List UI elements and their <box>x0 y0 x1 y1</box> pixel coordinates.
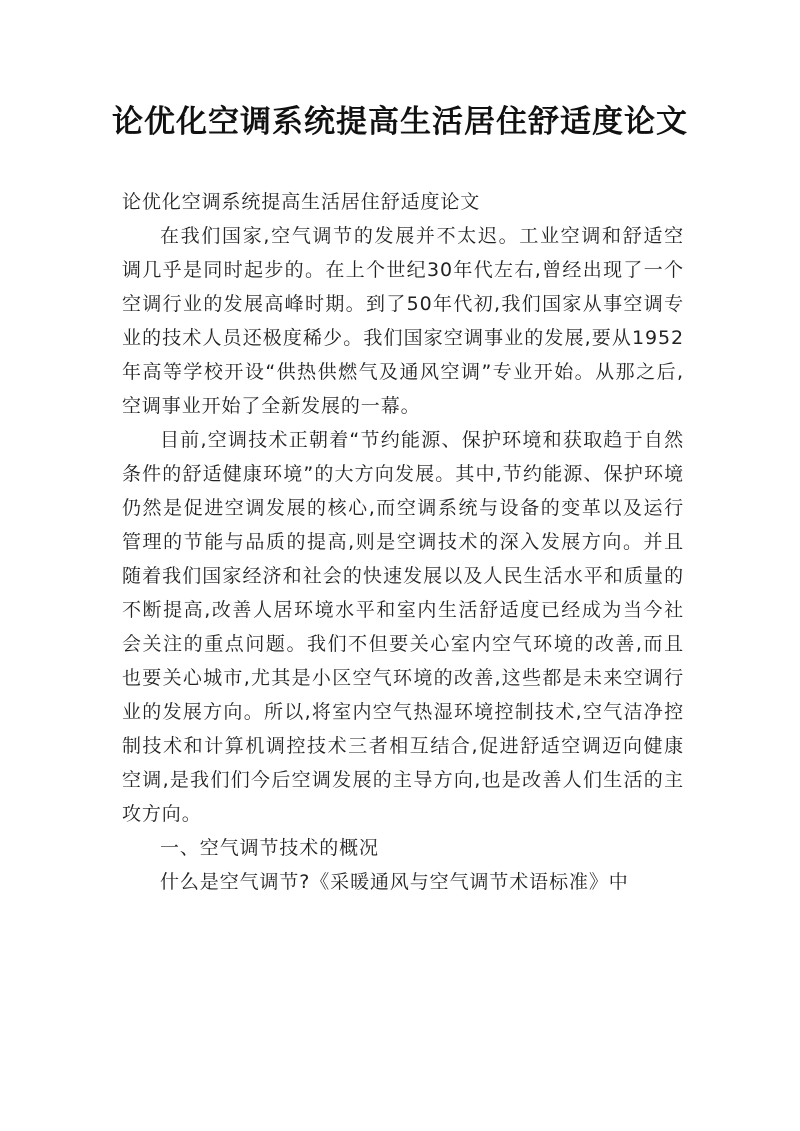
document-subtitle: 论优化空调系统提高生活居住舒适度论文 <box>122 191 481 213</box>
document-body <box>122 185 684 899</box>
paragraph-history: 在我们国家,空气调节的发展并不太迟。工业空调和舒适空调几乎是同时起步的。在上个世纪30年代左右,曾经出现了一个空调行业的发展高峰时期。到了50年代初,我们国家从事空调专业的技术人员还极度稀少。我们国家空调事业的发展,要从1952年高等学校开设“供热供燃气及通风空调”专业开始。从那之后,空调事业开始了全新发展的一幕。 <box>122 225 684 417</box>
section-heading-overview: 一、空气调节技术的概况 <box>160 837 379 859</box>
paragraph-definition: 什么是空气调节?《采暖通风与空气调节术语标准》中 <box>160 871 629 893</box>
paragraph-current-direction: 目前,空调技术正朝着“节约能源、保护环境和获取趋于自然条件的舒适健康环境”的大方向发展。其中,节约能源、保护环境仍然是促进空调发展的核心,而空调系统与设备的变革以及运行管理的节能与品质的提高,则是空调技术的深入发展方向。并且随着我们国家经济和社会的快速发展以及人民生活水平和质量的不断提高,改善人居环境水平和室内生活舒适度已经成为当今社会关注的重点问题。我们不但要关心室内空气环境的改善,而且也要关心城市,尤其是小区空气环境的改善,这些都是未来空调行业的发展方向。所以,将室内空气热湿环境控制技术,空气洁净控制技术和计算机调控技术三者相互结合,促进舒适空调迈向健康空调,是我们们今后空调发展的主导方向,也是改善人们生活的主攻方向。 <box>122 429 684 825</box>
document-title: 论优化空调系统提高生活居住舒适度论文 <box>112 104 688 140</box>
